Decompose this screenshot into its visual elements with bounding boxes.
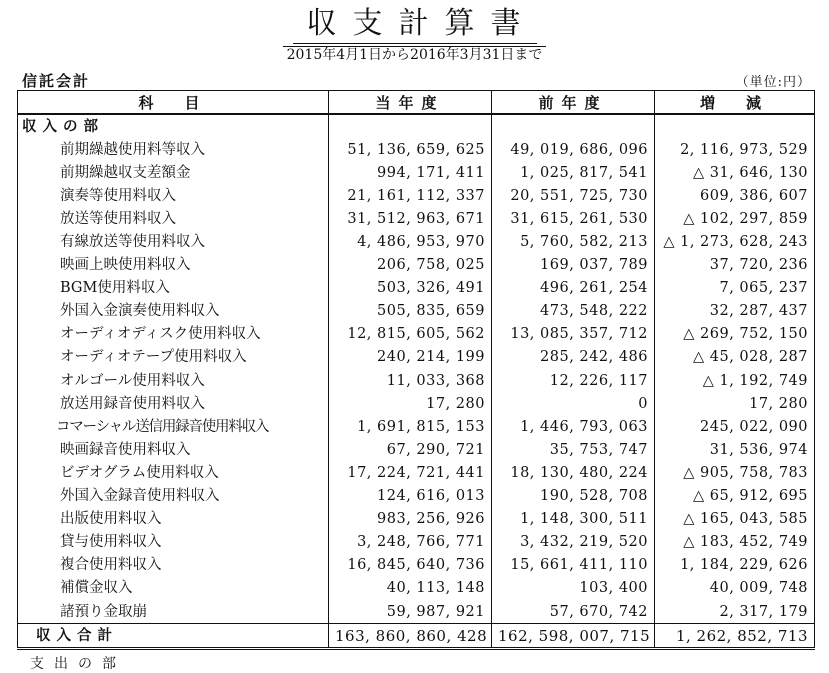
row-current-year: 17, 224, 721, 441 [329, 461, 492, 484]
table-row [18, 438, 815, 461]
row-current-year: 17, 280 [329, 392, 492, 415]
row-current-year: 31, 512, 963, 671 [329, 207, 492, 230]
fiscal-period: 2015年4月1日から2016年3月31日まで [0, 46, 829, 64]
row-subject: BGM使用料収入 [18, 277, 329, 300]
row-subject: 映画上映使用料収入 [18, 254, 329, 277]
header-change: 増 減 [655, 91, 815, 115]
row-subject: ビデオグラム使用料収入 [18, 461, 329, 484]
row-subject: 映画録音使用料収入 [18, 438, 329, 461]
row-current-year: 1, 691, 815, 153 [329, 415, 492, 438]
row-change: 245, 022, 090 [655, 415, 815, 438]
income-statement-table [17, 90, 815, 650]
row-subject: 演奏等使用料収入 [18, 184, 329, 207]
row-previous-year: 18, 130, 480, 224 [492, 461, 655, 484]
row-change: 2, 116, 973, 529 [655, 138, 815, 161]
row-current-year: 3, 248, 766, 771 [329, 531, 492, 554]
row-current-year: 994, 171, 411 [329, 161, 492, 184]
row-change: 37, 720, 236 [655, 254, 815, 277]
row-current-year: 983, 256, 926 [329, 508, 492, 531]
empty-cell [492, 114, 655, 138]
row-change: △ 1, 273, 628, 243 [655, 230, 815, 253]
row-previous-year: 31, 615, 261, 530 [492, 207, 655, 230]
row-change: △ 269, 752, 150 [655, 323, 815, 346]
row-subject: コマーシャル送信用録音使用料収入 [18, 415, 329, 438]
row-subject: 複合使用料収入 [18, 554, 329, 577]
row-previous-year: 285, 242, 486 [492, 346, 655, 369]
row-current-year: 51, 136, 659, 625 [329, 138, 492, 161]
table-row [18, 254, 815, 277]
table-row [18, 207, 815, 230]
row-previous-year: 0 [492, 392, 655, 415]
row-current-year: 67, 290, 721 [329, 438, 492, 461]
row-change: 1, 184, 229, 626 [655, 554, 815, 577]
row-subject: 貸与使用料収入 [18, 531, 329, 554]
document-title: 収支計算書 [0, 6, 829, 42]
table-row [18, 323, 815, 346]
header-previous-year: 前年度 [492, 91, 655, 115]
row-previous-year: 473, 548, 222 [492, 300, 655, 323]
row-change: 609, 386, 607 [655, 184, 815, 207]
row-subject: 補償金収入 [18, 577, 329, 600]
row-previous-year: 1, 025, 817, 541 [492, 161, 655, 184]
row-change: 32, 287, 437 [655, 300, 815, 323]
row-change: 17, 280 [655, 392, 815, 415]
table-row [18, 415, 815, 438]
row-current-year: 505, 835, 659 [329, 300, 492, 323]
row-previous-year: 1, 148, 300, 511 [492, 508, 655, 531]
row-subject: オルゴール使用料収入 [18, 369, 329, 392]
header-row [18, 91, 815, 115]
table-row [18, 461, 815, 484]
row-previous-year: 190, 528, 708 [492, 485, 655, 508]
table-row [18, 531, 815, 554]
row-previous-year: 5, 760, 582, 213 [492, 230, 655, 253]
table-row [18, 577, 815, 600]
row-previous-year: 103, 400 [492, 577, 655, 600]
unit-label: （単位:円） [735, 75, 811, 90]
header-current-year: 当年度 [329, 91, 492, 115]
row-change: 7, 065, 237 [655, 277, 815, 300]
table-row [18, 369, 815, 392]
row-subject: 外国入金録音使用料収入 [18, 485, 329, 508]
row-subject: オーディオテープ使用料収入 [18, 346, 329, 369]
row-subject: オーディオディスク使用料収入 [18, 323, 329, 346]
total-row [18, 624, 815, 649]
row-current-year: 240, 214, 199 [329, 346, 492, 369]
row-change: △ 165, 043, 585 [655, 508, 815, 531]
account-name: 信託会計 [22, 72, 91, 90]
row-subject: 外国入金演奏使用料収入 [18, 300, 329, 323]
row-subject: 出版使用料収入 [18, 508, 329, 531]
row-change: △ 65, 912, 695 [655, 485, 815, 508]
table-row [18, 485, 815, 508]
row-previous-year: 3, 432, 219, 520 [492, 531, 655, 554]
row-current-year: 503, 326, 491 [329, 277, 492, 300]
section-label: 収入の部 [18, 114, 329, 138]
row-previous-year: 13, 085, 357, 712 [492, 323, 655, 346]
row-current-year: 16, 845, 640, 736 [329, 554, 492, 577]
total-label: 収入合計 [18, 624, 329, 649]
total-current-year: 163, 860, 860, 428 [329, 624, 492, 649]
table-row [18, 600, 815, 624]
table-row [18, 346, 815, 369]
row-subject: 前期繰越収支差額金 [18, 161, 329, 184]
total-previous-year: 162, 598, 007, 715 [492, 624, 655, 649]
empty-cell [655, 114, 815, 138]
row-previous-year: 35, 753, 747 [492, 438, 655, 461]
row-current-year: 12, 815, 605, 562 [329, 323, 492, 346]
row-subject: 前期繰越使用料等収入 [18, 138, 329, 161]
row-subject: 放送等使用料収入 [18, 207, 329, 230]
row-previous-year: 1, 446, 793, 063 [492, 415, 655, 438]
row-previous-year: 57, 670, 742 [492, 600, 655, 624]
table-row [18, 184, 815, 207]
row-current-year: 11, 033, 368 [329, 369, 492, 392]
row-change: △ 102, 297, 859 [655, 207, 815, 230]
table-row [18, 230, 815, 253]
table-row [18, 138, 815, 161]
section-row [18, 114, 815, 138]
row-current-year: 124, 616, 013 [329, 485, 492, 508]
row-previous-year: 496, 261, 254 [492, 277, 655, 300]
row-previous-year: 12, 226, 117 [492, 369, 655, 392]
row-previous-year: 15, 661, 411, 110 [492, 554, 655, 577]
empty-cell [329, 114, 492, 138]
row-change: △ 31, 646, 130 [655, 161, 815, 184]
row-current-year: 59, 987, 921 [329, 600, 492, 624]
row-previous-year: 49, 019, 686, 096 [492, 138, 655, 161]
row-change: 40, 009, 748 [655, 577, 815, 600]
table-row [18, 300, 815, 323]
table-row [18, 161, 815, 184]
header-subject: 科 目 [18, 91, 329, 115]
row-current-year: 40, 113, 148 [329, 577, 492, 600]
next-section-partial: 支出の部 [30, 656, 126, 672]
total-change: 1, 262, 852, 713 [655, 624, 815, 649]
table-row [18, 554, 815, 577]
row-change: 31, 536, 974 [655, 438, 815, 461]
row-subject: 諸預り金取崩 [18, 600, 329, 624]
row-subject: 有線放送等使用料収入 [18, 230, 329, 253]
row-current-year: 206, 758, 025 [329, 254, 492, 277]
row-previous-year: 169, 037, 789 [492, 254, 655, 277]
row-change: △ 905, 758, 783 [655, 461, 815, 484]
table-row [18, 392, 815, 415]
row-subject: 放送用録音使用料収入 [18, 392, 329, 415]
table-row [18, 508, 815, 531]
table-row [18, 277, 815, 300]
row-current-year: 4, 486, 953, 970 [329, 230, 492, 253]
row-change: △ 183, 452, 749 [655, 531, 815, 554]
row-change: △ 45, 028, 287 [655, 346, 815, 369]
row-change: △ 1, 192, 749 [655, 369, 815, 392]
row-previous-year: 20, 551, 725, 730 [492, 184, 655, 207]
row-change: 2, 317, 179 [655, 600, 815, 624]
row-current-year: 21, 161, 112, 337 [329, 184, 492, 207]
